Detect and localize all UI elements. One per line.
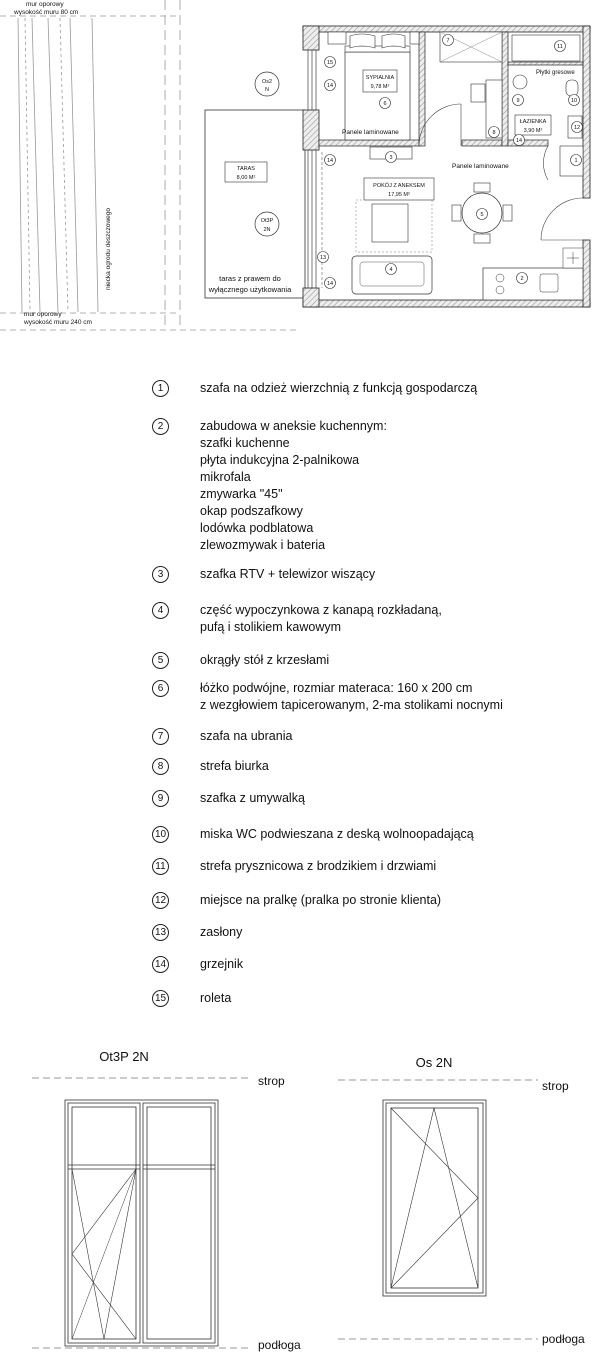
wc xyxy=(566,80,578,96)
legend-description: łóżko podwójne, rozmiar materaca: 160 x 200 cm z wezgłowiem tapicerowanym, 2-ma stolikami nocnymi xyxy=(200,681,503,712)
legend-item xyxy=(152,418,592,554)
nightstand-left xyxy=(328,32,346,44)
window-os-drawing xyxy=(383,1100,486,1296)
plan-number-label: 14 xyxy=(326,281,334,288)
plan-number-label: 14 xyxy=(326,83,334,90)
plan-number-label: 15 xyxy=(326,60,334,67)
legend-number-badge: 13 xyxy=(152,924,169,941)
living-name: POKÓJ Z ANEKSEM xyxy=(373,183,425,189)
legend-number-badge: 4 xyxy=(152,602,169,619)
window-ot3p-title: Ot3P 2N xyxy=(99,1049,149,1064)
legend-item xyxy=(152,990,592,1007)
ceiling-label-right: strop xyxy=(542,1079,569,1093)
legend-item xyxy=(152,758,592,775)
window-tag-ot3p-line2: 2N xyxy=(263,227,271,233)
terrace-area-value: 8,00 M² xyxy=(236,175,256,181)
legend-number-badge: 9 xyxy=(152,790,169,807)
terrace-note-line1: taras z prawem do xyxy=(219,274,281,283)
plan-number-label: 12 xyxy=(573,125,581,132)
washbasin xyxy=(513,75,527,89)
nightstand-right xyxy=(410,32,419,44)
bedroom-floor-label: Panele laminowane xyxy=(342,129,399,136)
terrace-area xyxy=(205,110,305,298)
legend-number-badge: 14 xyxy=(152,956,169,973)
legend-item xyxy=(152,652,592,669)
legend-description: szafa na ubrania xyxy=(200,729,293,743)
living-area: 17,95 M² xyxy=(388,192,410,198)
bathroom-area: 3,90 M² xyxy=(523,128,543,134)
floor-label-right: podłoga xyxy=(542,1332,585,1346)
plan-number-label: 14 xyxy=(515,138,523,145)
window-tag-os2-line2: N xyxy=(265,87,269,93)
legend-number-badge: 11 xyxy=(152,858,169,875)
legend-description: miejsce na pralkę (pralka po stronie klienta) xyxy=(200,893,442,907)
living-floor-label: Panele laminowane xyxy=(452,163,509,170)
legend-description: zasłony xyxy=(200,925,243,939)
desk-chair xyxy=(471,84,485,102)
plan-number-label: 5 xyxy=(480,212,484,219)
plan-number-label: 14 xyxy=(326,158,334,165)
legend-item xyxy=(152,924,592,941)
legend-description: część wypoczynkowa z kanapą rozkładaną, pufą i stolikiem kawowym xyxy=(200,603,442,634)
legend-item xyxy=(152,956,592,973)
bedroom-name: SYPIALNIA xyxy=(365,75,395,81)
retaining-wall-bottom-line1: mur oporowy xyxy=(24,311,62,318)
plan-number-label: 11 xyxy=(557,44,563,51)
bedroom-area: 9,78 M² xyxy=(370,84,390,90)
legend-number-badge: 8 xyxy=(152,758,169,775)
legend-item xyxy=(152,728,592,745)
pillow-right xyxy=(382,34,405,48)
legend-description: strefa biurka xyxy=(200,759,269,773)
bed xyxy=(345,52,410,140)
legend-item xyxy=(152,566,592,583)
legend-description: grzejnik xyxy=(200,957,244,971)
legend-number-badge: 3 xyxy=(152,566,169,583)
legend-number-badge: 12 xyxy=(152,892,169,909)
legend-number-badge: 15 xyxy=(152,990,169,1007)
legend-number-badge: 5 xyxy=(152,652,169,669)
retaining-wall-top-line1: mur oporowy xyxy=(26,1,64,8)
window-ot3p-drawing xyxy=(65,1100,218,1346)
legend-number-badge: 10 xyxy=(152,826,169,843)
legend-number-badge: 2 xyxy=(152,418,169,435)
bathroom-floor-label: Płytki gresowe xyxy=(536,70,575,76)
legend-description: strefa prysznicowa z brodzikiem i drzwiami xyxy=(200,859,437,873)
legend-item xyxy=(152,826,592,843)
legend-description: zabudowa w aneksie kuchennym: szafki kuchenne płyta indukcyjna 2-palnikowa mikrofala zmywarka "45" okap podszafkowy lodówka podblatowa zlewozmywak i bateria xyxy=(200,419,387,552)
legend-item xyxy=(152,680,592,714)
plan-number-label: 3 xyxy=(389,155,393,162)
coffee-table xyxy=(372,204,408,242)
legend-number-badge: 1 xyxy=(152,380,169,397)
window-os-title: Os 2N xyxy=(415,1055,453,1070)
floor-plan xyxy=(0,0,600,345)
legend-item xyxy=(152,892,592,909)
plan-number-label: 9 xyxy=(516,98,520,105)
terrace-name: TARAS xyxy=(237,166,255,172)
sink xyxy=(540,274,558,292)
shower xyxy=(512,35,580,61)
legend-description: szafka z umywalką xyxy=(200,791,305,805)
legend-description: szafa na odzież wierzchnią z funkcją gospodarczą xyxy=(200,381,478,395)
facade-windows xyxy=(308,50,316,288)
bathroom-name: ŁAZIENKA xyxy=(519,119,547,125)
retaining-wall-top-line2: wysokość muru 80 cm xyxy=(14,9,79,16)
window-tag-os2-line1: Os2 xyxy=(261,79,273,85)
plan-number-label: 13 xyxy=(319,255,327,262)
plan-number-label: 4 xyxy=(389,267,393,274)
legend-number-badge: 7 xyxy=(152,728,169,745)
plan-number-label: 2 xyxy=(520,276,524,283)
legend-item xyxy=(152,790,592,807)
kitchen-counter xyxy=(483,268,583,300)
ceiling-label-left: strop xyxy=(258,1074,285,1088)
floor-label-left: podłoga xyxy=(258,1338,301,1352)
window-tag-ot3p-line1: Ot3P xyxy=(260,218,274,224)
pillow-left xyxy=(350,34,375,48)
legend-number-badge: 6 xyxy=(152,680,169,697)
legend-description: roleta xyxy=(200,991,232,1005)
terrace-note-line2: wyłącznego użytkowania xyxy=(208,285,292,294)
plan-number-label: 7 xyxy=(446,38,450,45)
legend-item xyxy=(152,858,592,875)
legend-description: miska WC podwieszana z deską wolnoopadającą xyxy=(200,827,474,841)
rain-garden-label: niecka ogrodu deszczowego xyxy=(105,207,112,290)
legend-item xyxy=(152,602,592,636)
plan-number-label: 6 xyxy=(383,101,387,108)
plan-number-label: 10 xyxy=(570,98,578,105)
plan-number-label: 8 xyxy=(492,130,496,137)
legend-description: okrągły stół z krzesłami xyxy=(200,653,330,667)
plan-number-label: 1 xyxy=(574,158,578,165)
legend-item xyxy=(152,380,592,397)
window-elevations xyxy=(0,1045,600,1357)
legend-description: szafka RTV + telewizor wiszący xyxy=(200,567,376,581)
retaining-wall-bottom-line2: wysokość muru 240 cm xyxy=(24,319,92,326)
